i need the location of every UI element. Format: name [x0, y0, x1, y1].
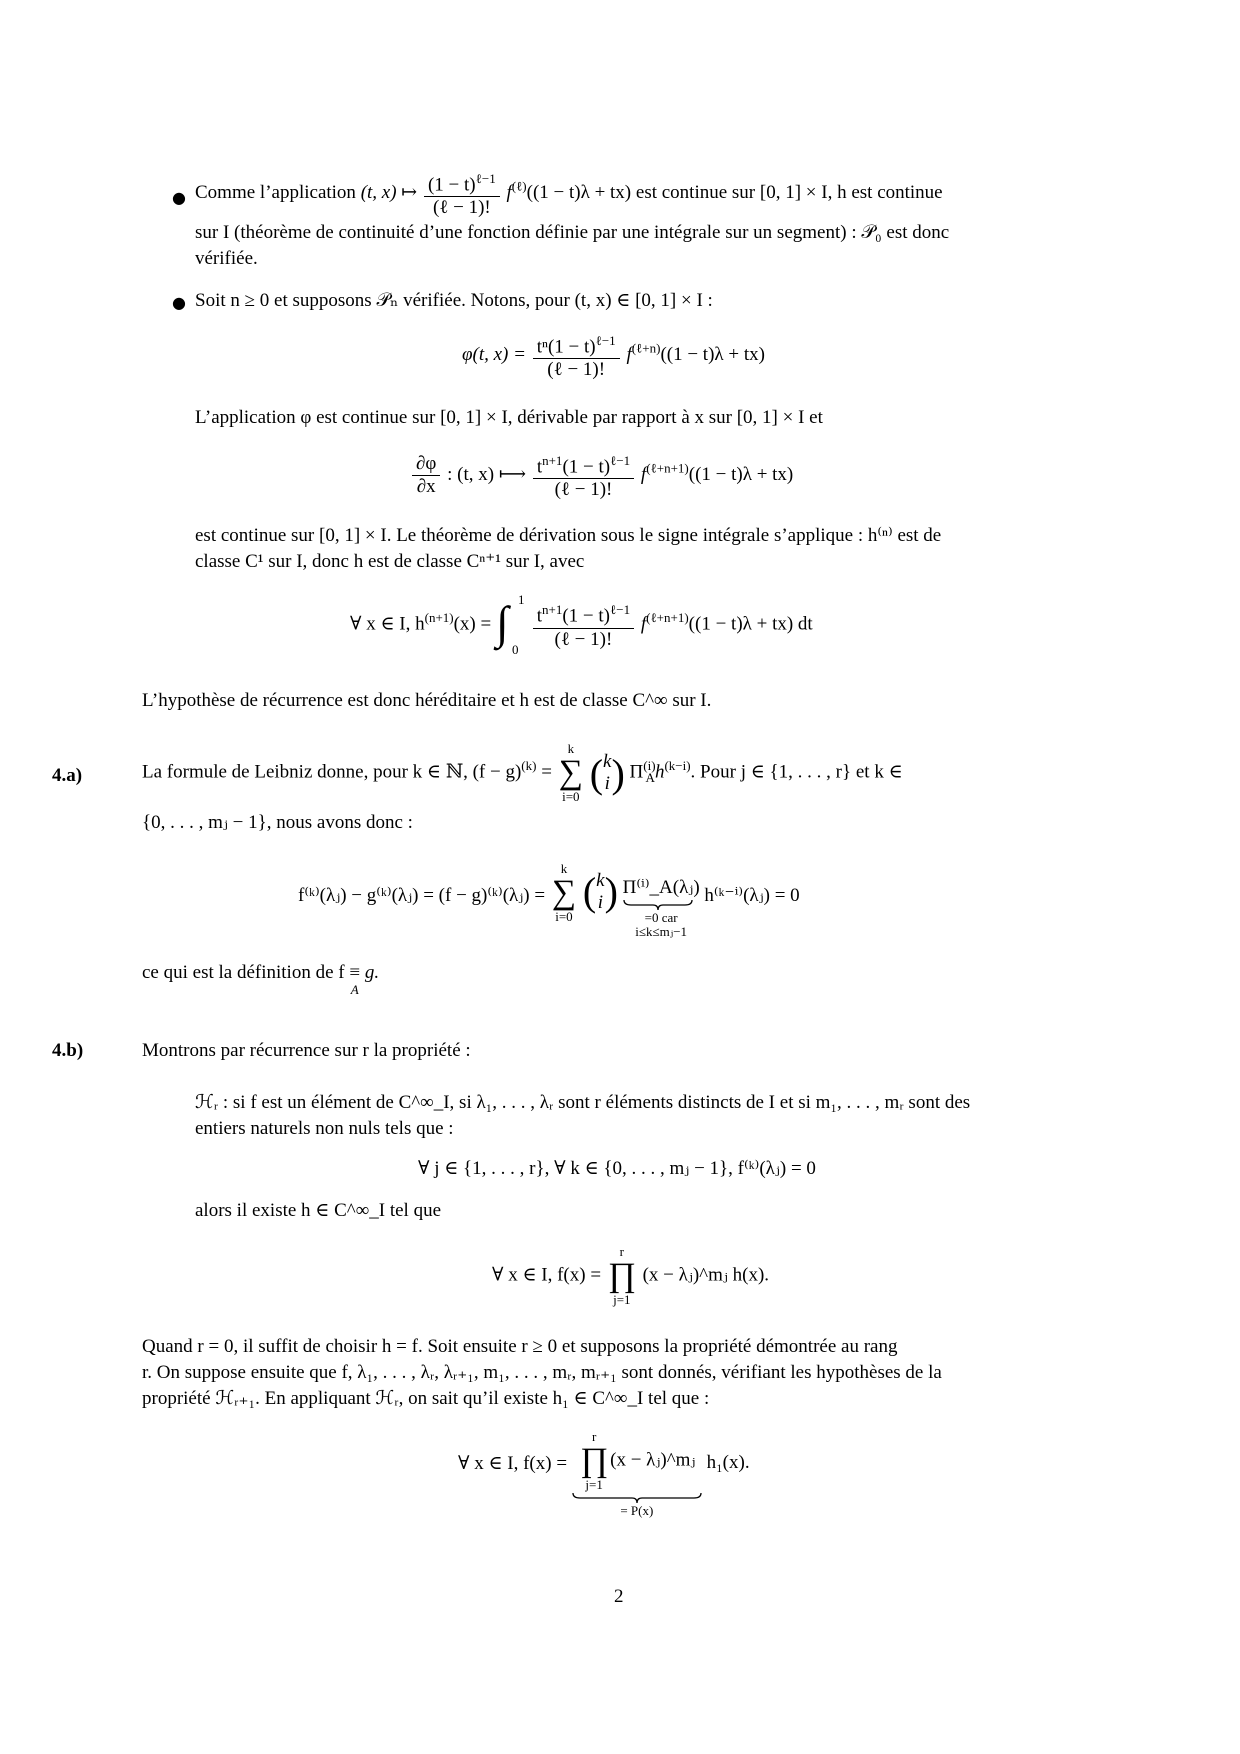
underbrace-note: = P(x) [620, 1503, 654, 1518]
equiv-symbol: ≡ [349, 962, 361, 983]
bullet2-eq2-den: (ℓ − 1)! [554, 479, 613, 501]
bullet2-eq1-f-exp: (ℓ+n) [631, 340, 661, 356]
bullet2-eq1-fraction [533, 330, 620, 381]
product-operator: r ∏ j=1 [580, 1429, 609, 1492]
bullet2-eq2-f-exp: (ℓ+n+1) [646, 460, 689, 476]
sec4a-line3-post: g. [364, 962, 380, 983]
sec4a-line1-eq: = [541, 761, 552, 783]
section-label-4b: 4.b) [52, 1040, 84, 1061]
binom-top: k [596, 869, 605, 891]
bullet2-eq3-arg: ((1 − t)λ + tx) dt [688, 613, 813, 635]
sec4b-p-line1: Quand r = 0, il suffit de choisir h = f. Soit ensuite r ≥ 0 et supposons la propriété démontrée au rang [142, 1336, 898, 1357]
bullet2-eq3 [350, 592, 813, 657]
underbrace [572, 1430, 702, 1518]
sec4b-p-line3: propriété ℋᵣ₊₁. En appliquant ℋᵣ, on sait qu’il existe h₁ ∈ C^∞_I tel que : [142, 1388, 710, 1409]
bullet-marker: ● [172, 188, 186, 207]
sec4a-line1-tail: . Pour j ∈ {1, . . . , r} et k ∈ [690, 761, 903, 783]
binom-bottom: i [604, 773, 610, 794]
bullet1-frac-den: (ℓ − 1)! [432, 197, 491, 219]
sec4a-line1-pre: La formule de Leibniz donne, pour k ∈ ℕ, (f − g) [142, 761, 522, 783]
bullet-marker: ● [172, 293, 186, 312]
sec4a-line1-pi: Π [629, 761, 644, 783]
sum-bottom: i=0 [555, 909, 573, 924]
sec4a-line1-h-exp: (k−i) [664, 758, 691, 774]
underbrace-note2: i≤k≤mⱼ−1 [635, 924, 688, 939]
underbrace-note1: =0 car [644, 910, 678, 925]
product-top: r [591, 1429, 597, 1444]
bullet2-eq3-f: f [640, 613, 647, 635]
equiv-sub: A [350, 982, 359, 997]
bullet2-eq2-map: : (t, x) ⟼ [447, 464, 527, 486]
conclusion-line: L’hypothèse de récurrence est donc héréditaire et h est de classe C^∞ sur I. [142, 690, 712, 711]
binom-bottom: i [597, 891, 603, 913]
underbrace [623, 876, 700, 939]
bullet2-line2: L’application φ est continue sur [0, 1] × I, dérivable par rapport à x sur [0, 1] × I et [195, 407, 823, 428]
bullet2-eq3-den: (ℓ − 1)! [554, 628, 613, 650]
bullet1-prefix: Comme l’application [195, 182, 361, 204]
sec4a-line1-exp: (k) [521, 758, 537, 774]
bullet2-eq3-num-tail-exp: ℓ−1 [610, 602, 631, 618]
bullet2-eq2-partial [412, 453, 440, 498]
bullet2-eq1 [462, 330, 765, 381]
sec4b-hr-eq1: ∀ j ∈ {1, . . . , r}, ∀ k ∈ {0, . . . , mⱼ − 1}, f⁽ᵏ⁾(λⱼ) = 0 [418, 1158, 816, 1179]
sum-top: k [567, 741, 575, 756]
sum-operator: k ∑ i=0 [551, 861, 577, 924]
sec4a-line1 [142, 742, 903, 804]
bullet1-fraction [424, 168, 500, 219]
sec4a-eq [298, 862, 800, 939]
sec4b-line1: Montrons par récurrence sur r la propriété : [142, 1040, 471, 1061]
sec4a-line1-h: h [654, 761, 665, 783]
sec4b-eq-rhs: h₁(x). [706, 1452, 750, 1473]
bullet2-eq2-pd-num: ∂φ [412, 453, 440, 476]
bullet2-eq3-num-exp: n+1 [542, 602, 563, 618]
product-bottom: j=1 [585, 1477, 603, 1492]
integral-lower: 0 [511, 642, 519, 657]
bullet2-eq1-den: (ℓ − 1)! [547, 359, 606, 381]
sec4b-hr-eq2 [492, 1245, 769, 1307]
sec4b-eq [458, 1430, 750, 1518]
bullet2-eq3-lhs-exp: (n+1) [424, 610, 454, 626]
bullet2-eq2-num: t [536, 456, 543, 478]
bullet2-eq1-num-exp: ℓ−1 [595, 333, 616, 348]
bullet2-eq2-num-tail: (1 − t) [562, 456, 611, 478]
section-label-4a: 4.a) [52, 765, 83, 786]
bullet1-f: f [506, 182, 512, 204]
product-bottom: j=1 [613, 1292, 631, 1307]
bullet2-eq2-pd-den: ∂x [416, 476, 436, 498]
bullet2-eq2-num-tail-exp: ℓ−1 [610, 453, 631, 468]
bullet2-line1: Soit n ≥ 0 et supposons 𝒫ₙ vérifiée. Notons, pour (t, x) ∈ [0, 1] × I : [195, 290, 713, 311]
bullet2-eq2-num-exp: n+1 [542, 453, 563, 468]
sec4b-eq-lhs: ∀ x ∈ I, f(x) = [458, 1453, 568, 1474]
bullet1-frac-num: (1 − t) [427, 174, 476, 196]
bullet2-eq3-num-tail: (1 − t) [562, 605, 611, 627]
bullet1-after: ((1 − t)λ + tx) est continue sur [0, 1] × I, h est continue [526, 182, 943, 204]
sec4b-p-line2: r. On suppose ensuite que f, λ₁, . . . , λᵣ, λᵣ₊₁, m₁, . . . , mᵣ, mᵣ₊₁ sont donnés, vérifiant les hypothèses de la [142, 1362, 942, 1383]
sec4a-line1-pi-sup: (i) [643, 758, 656, 774]
sum-top: k [560, 861, 568, 876]
sec4a-eq-rhs: h⁽ᵏ⁻ⁱ⁾(λⱼ) = 0 [704, 885, 800, 906]
sec4a-line3-pre: ce qui est la définition de f [142, 962, 345, 983]
bullet1-line2: sur I (théorème de continuité d’une fonction définie par une intégrale sur un segment) : 𝒫₀ est donc [195, 222, 950, 243]
bullet2-line3: est continue sur [0, 1] × I. Le théorème de dérivation sous le signe intégrale s’applique : h⁽ⁿ⁾ est de [195, 525, 942, 546]
sec4a-line3 [142, 962, 379, 996]
bullet1-first-line [195, 168, 943, 219]
bullet2-eq1-num: tⁿ(1 − t) [536, 336, 596, 358]
sec4b-hr-line1: ℋᵣ : si f est un élément de C^∞_I, si λ₁, . . . , λᵣ sont r éléments distincts de I et si m₁, . . . , mᵣ sont des [195, 1092, 971, 1113]
sec4a-line2: {0, . . . , mⱼ − 1}, nous avons donc : [142, 812, 413, 833]
sec4b-hr-eq2-rhs: (x − λⱼ)^mⱼ h(x). [642, 1264, 770, 1286]
bullet2-eq3-num: t [536, 605, 543, 627]
bullet2-eq3-lhs-tail: (x) = [453, 613, 492, 635]
bullet2-eq3-f-exp: (ℓ+n+1) [646, 610, 689, 626]
bullet2-eq1-f: f [626, 344, 632, 366]
bullet1-f-exp: (ℓ) [511, 178, 527, 194]
page-number: 2 [614, 1586, 624, 1607]
bullet2-eq3-lhs: ∀ x ∈ I, h [350, 613, 425, 635]
binomial: (k i) [589, 750, 625, 796]
bullet2-eq2-f: f [640, 464, 647, 486]
bullet1-frac-num-exp: ℓ−1 [475, 171, 496, 186]
binom-top: k [603, 751, 612, 772]
product-top: r [619, 1244, 624, 1259]
bullet2-eq2 [410, 450, 793, 501]
bullet2-eq3-fraction [533, 599, 634, 650]
bullet2-eq2-fraction [533, 450, 634, 501]
integral-sign: ∫ 1 0 [495, 592, 525, 657]
binomial: (k i) [582, 869, 618, 914]
bullet2-eq2-arg: ((1 − t)λ + tx) [688, 464, 794, 486]
sec4b-hr-line2: entiers naturels non nuls tels que : [195, 1118, 454, 1139]
sum-bottom: i=0 [562, 789, 580, 804]
bullet2-eq1-lhs: φ(t, x) = [462, 344, 526, 366]
sec4a-line1-pi-sub: A [645, 770, 655, 786]
bullet2-line4: classe C¹ sur I, donc h est de classe Cⁿ⁺¹ sur I, avec [195, 551, 585, 572]
sec4b-eq-prod-body: (x − λⱼ)^mⱼ [610, 1449, 696, 1471]
product-operator: r ∏ j=1 [607, 1244, 636, 1307]
sec4a-eq-lhs: f⁽ᵏ⁾(λⱼ) − g⁽ᵏ⁾(λⱼ) = (f − g)⁽ᵏ⁾(λⱼ) = [298, 885, 546, 906]
bullet2-eq1-arg: ((1 − t)λ + tx) [660, 344, 765, 366]
sec4b-hr-eq2-lhs: ∀ x ∈ I, f(x) = [492, 1264, 602, 1286]
integral-upper: 1 [517, 592, 525, 607]
sec4b-hr-line3: alors il existe h ∈ C^∞_I tel que [195, 1200, 442, 1221]
bullet1-line3: vérifiée. [195, 248, 258, 269]
underbrace-body: Π⁽ⁱ⁾_A(λⱼ) [622, 877, 700, 898]
sum-operator: k ∑ i=0 [558, 741, 583, 804]
bullet1-map-lhs: (t, x) ↦ [360, 182, 418, 204]
